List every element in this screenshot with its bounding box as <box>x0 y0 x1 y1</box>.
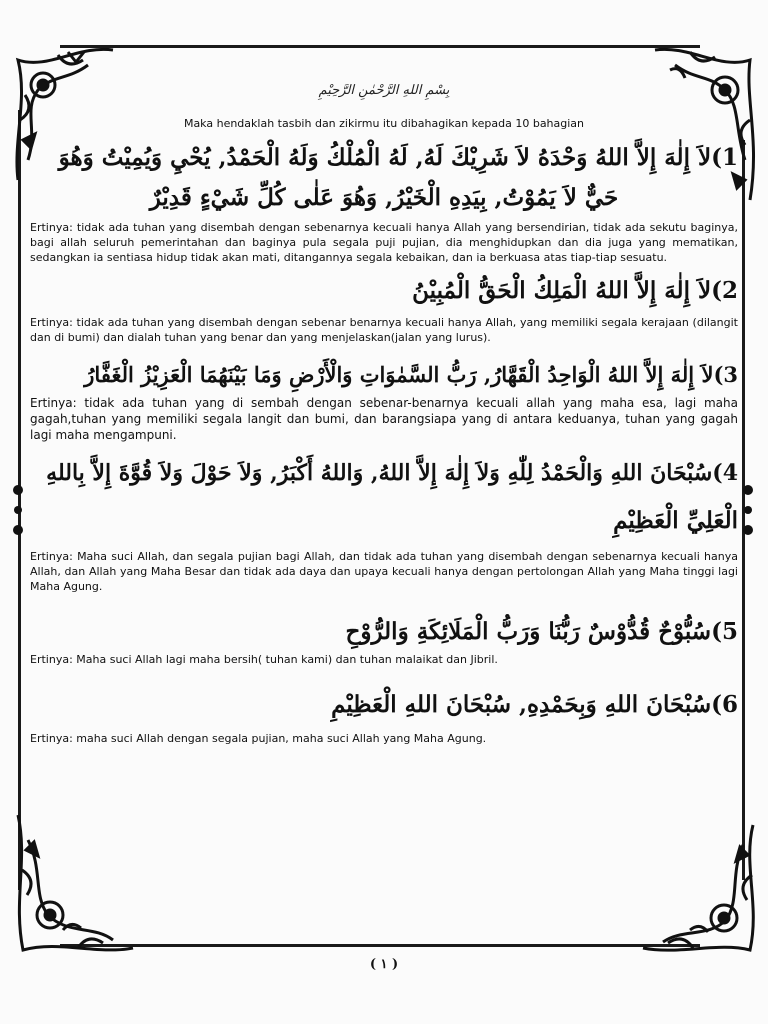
item-number: 1) <box>711 144 738 171</box>
arabic-text: سُبْحَانَ اللهِ وَبِحَمْدِهِ, سُبْحَانَ اللهِ الْعَظِيْمِ <box>331 691 712 718</box>
arabic-text: سُبُّوْحٌ قُدُّوْسٌ رَبُّنَا وَرَبُّ الْمَلَائِكَةِ وَالرُّوْحِ <box>345 618 712 645</box>
dhikr-item-6 <box>30 685 738 746</box>
translation-text: Ertinya: Maha suci Allah, dan segala pujian bagi Allah, dan tidak ada tuhan yang disembah dengan sebenarnya kecuali hanya Allah, dan Allah yang Maha Besar dan tidak ada daya dan upaya kecuali hanya dengan pertolongan Allah yang Maha tinggi lagi Maha Agung. <box>30 550 738 593</box>
arabic-text: لاَ إِلٰهَ إِلاَّ اللهُ الْوَاحِدُ الْقَهَّارُ, رَبُّ السَّمٰوَاتِ وَالْأَرْضِ وَمَا بَيْنَهُمَا الْعَزِيْزُ الْغَفَّارُ <box>84 362 714 387</box>
translation-text: Ertinya: tidak ada tuhan yang di sembah dengan sebenar-benarnya kecuali allah yang maha esa, lagi maha gagah,tuhan yang memiliki segala langit dan bumi, dan barangsiapa yang di antara keduanya, tuhan yang gagah lagi maha mengampuni. <box>30 396 738 442</box>
item-number: 2) <box>711 277 738 304</box>
arabic-line <box>30 453 738 493</box>
side-ornament-left <box>6 480 30 540</box>
arabic-text: لاَ إِلٰهَ إِلاَّ اللهُ الْمَلِكُ الْحَقُّ الْمُبِيْنُ <box>412 277 712 304</box>
page-content <box>30 80 738 746</box>
item-number: 3) <box>713 362 738 387</box>
basmala-heading: بِسْمِ اللهِ الرَّحْمٰنِ الرَّحِيْمِ <box>318 83 450 98</box>
arabic-text: سُبْحَانَ اللهِ وَالْحَمْدُ لِلّٰهِ وَلاَ إِلٰهَ إِلاَّ اللهُ, وَاللهُ أَكْبَرُ, وَلاَ حَوْلَ وَلاَ قُوَّةَ إِلاَّ بِاللهِ <box>46 460 713 486</box>
translation-text: Ertinya: tidak ada tuhan yang disembah dengan sebenarnya kecuali hanya Allah yang bersendirian, tidak ada sekutu baginya, bagi allah seluruh pemerintahan dan baginya pula segala puji pujian, dia menghidupkan dan dia juga yang mematikan, sedangkan ia sentiasa hidup tidak akan mati, ditangannya segala kebaikan, dan ia berkuasa atas tiap-tiap sesuatu. <box>30 221 738 264</box>
dhikr-item-3 <box>30 355 738 443</box>
arabic-line <box>30 138 738 178</box>
translation-text: Ertinya: maha suci Allah dengan segala pujian, maha suci Allah yang Maha Agung. <box>30 732 487 745</box>
arabic-line <box>30 685 738 725</box>
arabic-text: لاَ إِلٰهَ إِلاَّ اللهُ وَحْدَهُ لاَ شَرِيْكَ لَهُ, لَهُ الْمُلْكُ وَلَهُ الْحَمْدُ, يُحْيِ وَيُمِيْتُ وَهُوَ <box>58 144 712 171</box>
side-ornament-right <box>736 480 760 540</box>
page-number: ( ١ ) <box>369 957 399 972</box>
translation-text: Ertinya: tidak ada tuhan yang disembah dengan sebenar benarnya kecuali hanya Allah, yang memiliki segala kerajaan (dilangit dan di bumi) dan dialah tuhan yang benar dan yang menjelaskan(jalan yang lurus). <box>30 316 738 344</box>
item-number: 5) <box>711 618 738 645</box>
arabic-line: حَيٌّ لاَ يَمُوْتُ, بِيَدِهِ الْخَيْرُ, وَهُوَ عَلٰى كُلِّ شَيْءٍ قَدِيْرٌ <box>149 184 619 211</box>
translation-text: Ertinya: Maha suci Allah lagi maha bersih( tuhan kami) dan tuhan malaikat dan Jibril. <box>30 653 498 666</box>
corner-ornament-bottom-left <box>8 810 138 960</box>
arabic-line <box>30 612 738 652</box>
arabic-line <box>30 355 738 395</box>
dhikr-item-4 <box>30 453 738 594</box>
item-number: 4) <box>712 460 738 486</box>
arabic-line: الْعَلِيِّ الْعَظِيْمِ <box>613 507 738 534</box>
corner-ornament-bottom-right <box>638 820 766 960</box>
item-number: 6) <box>711 691 738 718</box>
frame-bottom-line <box>60 944 700 947</box>
intro-text: Maka hendaklah tasbih dan zikirmu itu dibahagikan kepada 10 bahagian <box>183 117 585 130</box>
dhikr-item-5 <box>30 612 738 667</box>
dhikr-item-1 <box>30 138 738 265</box>
arabic-line <box>30 271 738 311</box>
frame-top-line <box>60 45 700 48</box>
dhikr-item-2 <box>30 271 738 345</box>
